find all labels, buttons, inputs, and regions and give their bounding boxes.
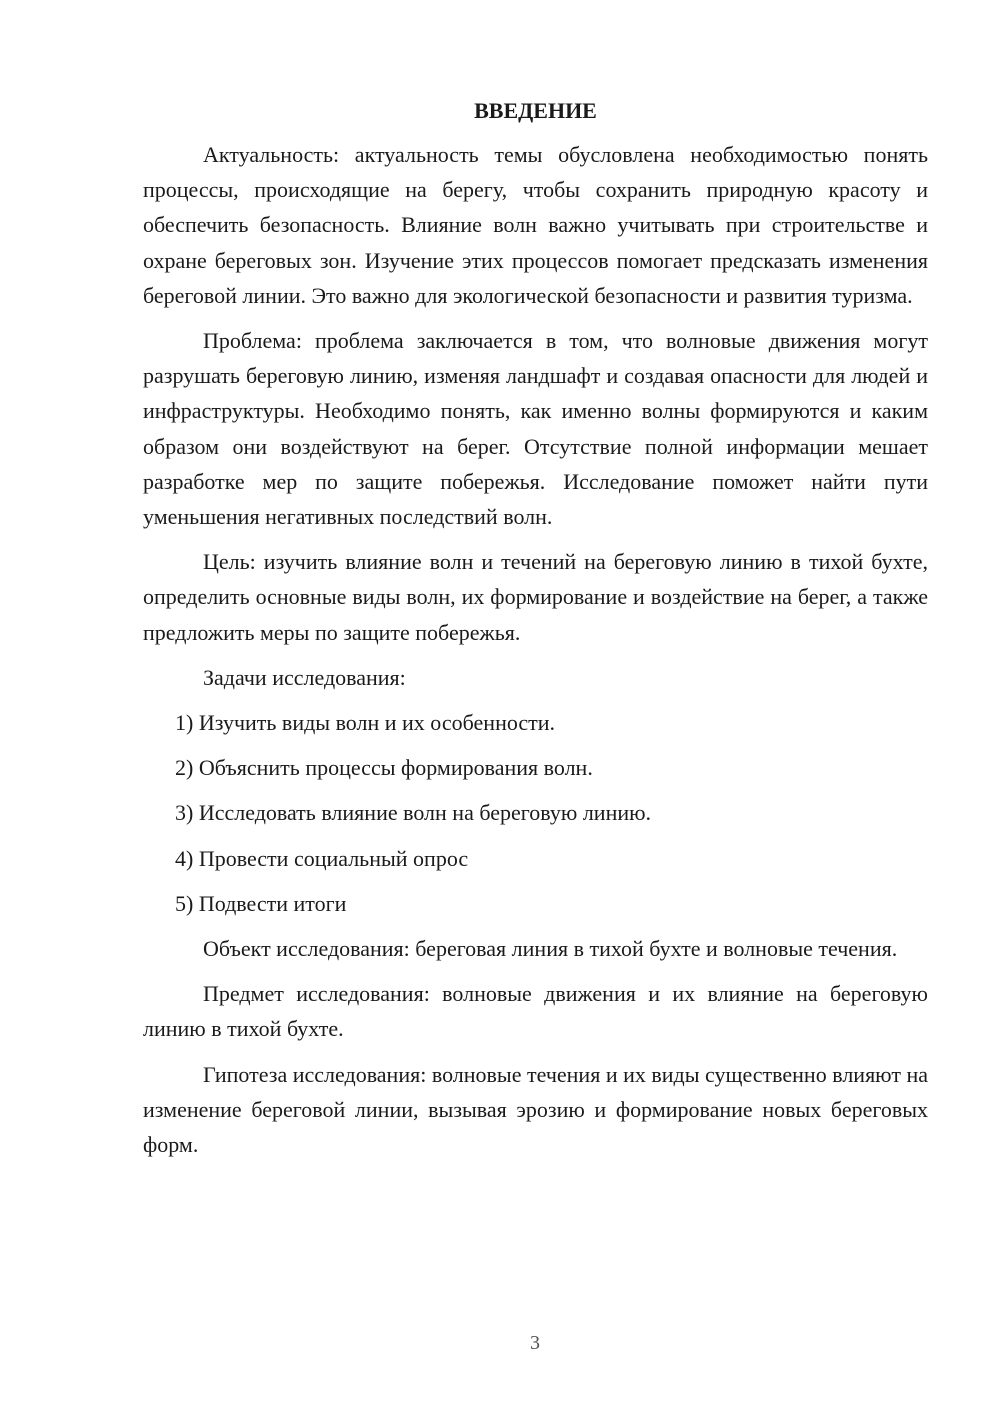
- paragraph-relevance: Актуальность: актуальность темы обусловлена необходимостью понять процессы, происходящие на берегу, чтобы сохранить природную красоту и обеспечить безопасность. Влияние волн важно учитывать при строительстве и охране береговых зон. Изучение этих процессов помогает предсказать изменения береговой линии. Это важно для экологической безопасности и развития туризма.: [143, 142, 928, 308]
- task-item-4: 4) Провести социальный опрос: [175, 845, 469, 871]
- page-number: 3: [530, 1332, 540, 1354]
- paragraph-goal: Цель: изучить влияние волн и течений на береговую линию в тихой бухте, определить основные виды волн, их формирование и воздействие на берег, а также предложить меры по защите побережья.: [143, 549, 928, 645]
- paragraph-subject: Предмет исследования: волновые движения и их влияние на береговую линию в тихой бухте.: [143, 981, 928, 1042]
- task-item-5: 5) Подвести итоги: [175, 890, 347, 916]
- section-title: ВВЕДЕНИЕ: [474, 98, 597, 123]
- task-list: [143, 705, 928, 921]
- paragraph-hypothesis: Гипотеза исследования: волновые течения и их виды существенно влияют на изменение береговой линии, вызывая эрозию и формирование новых береговых форм.: [143, 1061, 928, 1158]
- tasks-heading: Задачи исследования:: [203, 664, 406, 690]
- task-item-3: 3) Исследовать влияние волн на береговую линию.: [175, 800, 652, 826]
- task-item-1: 1) Изучить виды волн и их особенности.: [175, 710, 556, 736]
- paragraph-problem: Проблема: проблема заключается в том, что волновые движения могут разрушать береговую линию, изменяя ландшафт и создавая опасности для людей и инфраструктуры. Необходимо понять, как именно волны формируются и каким образом они воздействуют на берег. Отсутствие полной информации мешает разработке мер по защите побережья. Исследование поможет найти пути уменьшения негативных последствий волн.: [143, 328, 928, 530]
- paragraph-object: Объект исследования: береговая линия в тихой бухте и волновые течения.: [203, 936, 898, 962]
- task-item-2: 2) Объяснить процессы формирования волн.: [175, 755, 593, 781]
- page-content: [143, 95, 928, 1172]
